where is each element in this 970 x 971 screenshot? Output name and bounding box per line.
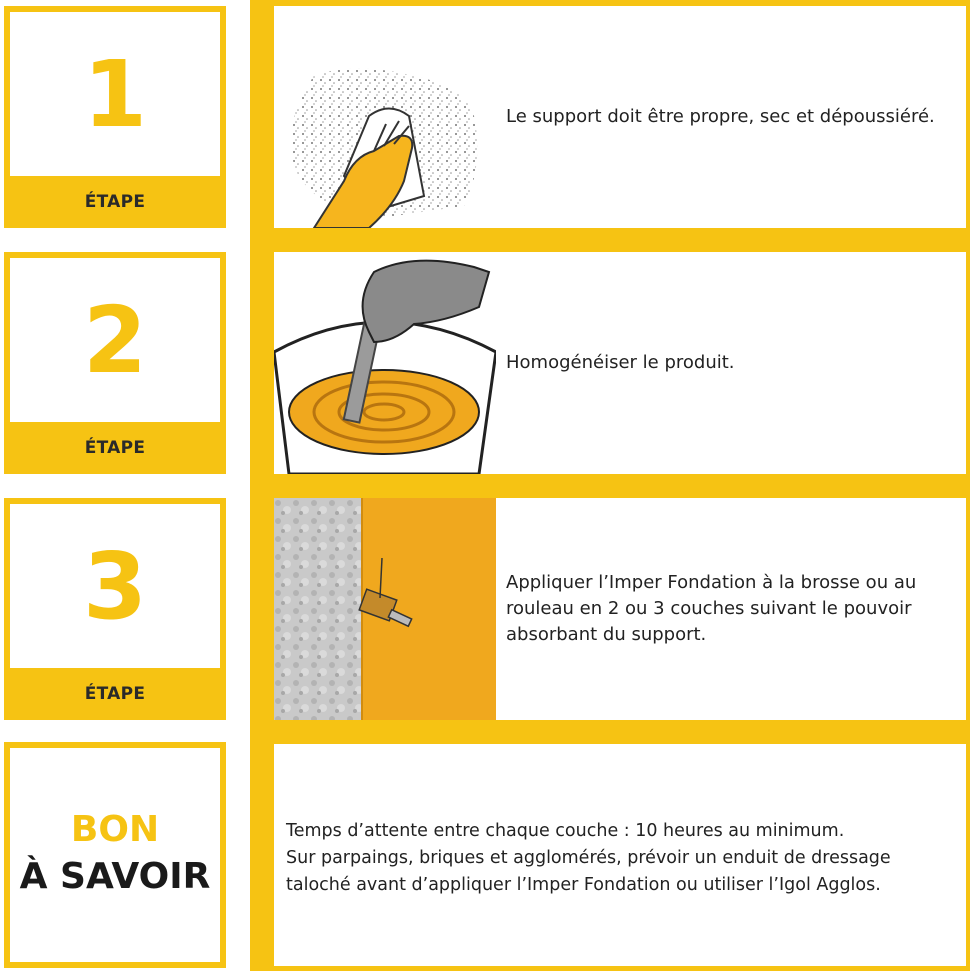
brush-on-wall-icon — [274, 498, 496, 720]
step-1-label: ÉTAPE — [84, 192, 146, 212]
step-1-text: Le support doit être propre, sec et dépoussiéré. — [506, 106, 935, 127]
step-1-panel — [274, 6, 966, 228]
good-to-know-title-top: BON — [70, 809, 160, 850]
step-1-box — [4, 6, 226, 228]
good-to-know-line-1: Temps d’attente entre chaque couche : 10 heures au minimum. — [286, 821, 845, 841]
step-3-box — [4, 498, 226, 720]
good-to-know-line-3: taloché avant d’appliquer l’Imper Fondation ou utiliser l’Igol Agglos. — [286, 875, 881, 895]
good-to-know-box — [4, 742, 226, 968]
step-2-label: ÉTAPE — [84, 438, 146, 458]
step-3-panel — [274, 498, 966, 720]
step-3-text: Appliquer l’Imper Fondation à la brosse ou au rouleau en 2 ou 3 couches suivant le pouvoir absorbant du support. — [506, 572, 917, 645]
step-2-number-area — [10, 258, 220, 422]
step-1-number: 1 — [82, 40, 147, 148]
good-to-know-title-area — [10, 748, 220, 962]
step-1-number-area — [10, 12, 220, 176]
step-3-number-area — [10, 504, 220, 668]
step-2-box — [4, 252, 226, 474]
good-to-know-text — [286, 818, 956, 899]
good-to-know-line-2: Sur parpaings, briques et agglomérés, prévoir un enduit de dressage — [286, 848, 891, 868]
step-2-panel — [274, 252, 966, 474]
good-to-know-title-bottom: À SAVOIR — [19, 856, 211, 897]
step-2-number: 2 — [82, 286, 147, 394]
hand-wiping-wall-icon — [274, 6, 496, 228]
step-3-label: ÉTAPE — [84, 684, 146, 704]
step-3-number: 3 — [82, 532, 147, 640]
stirring-bucket-icon — [274, 252, 496, 474]
step-2-text: Homogénéiser le produit. — [506, 352, 735, 373]
